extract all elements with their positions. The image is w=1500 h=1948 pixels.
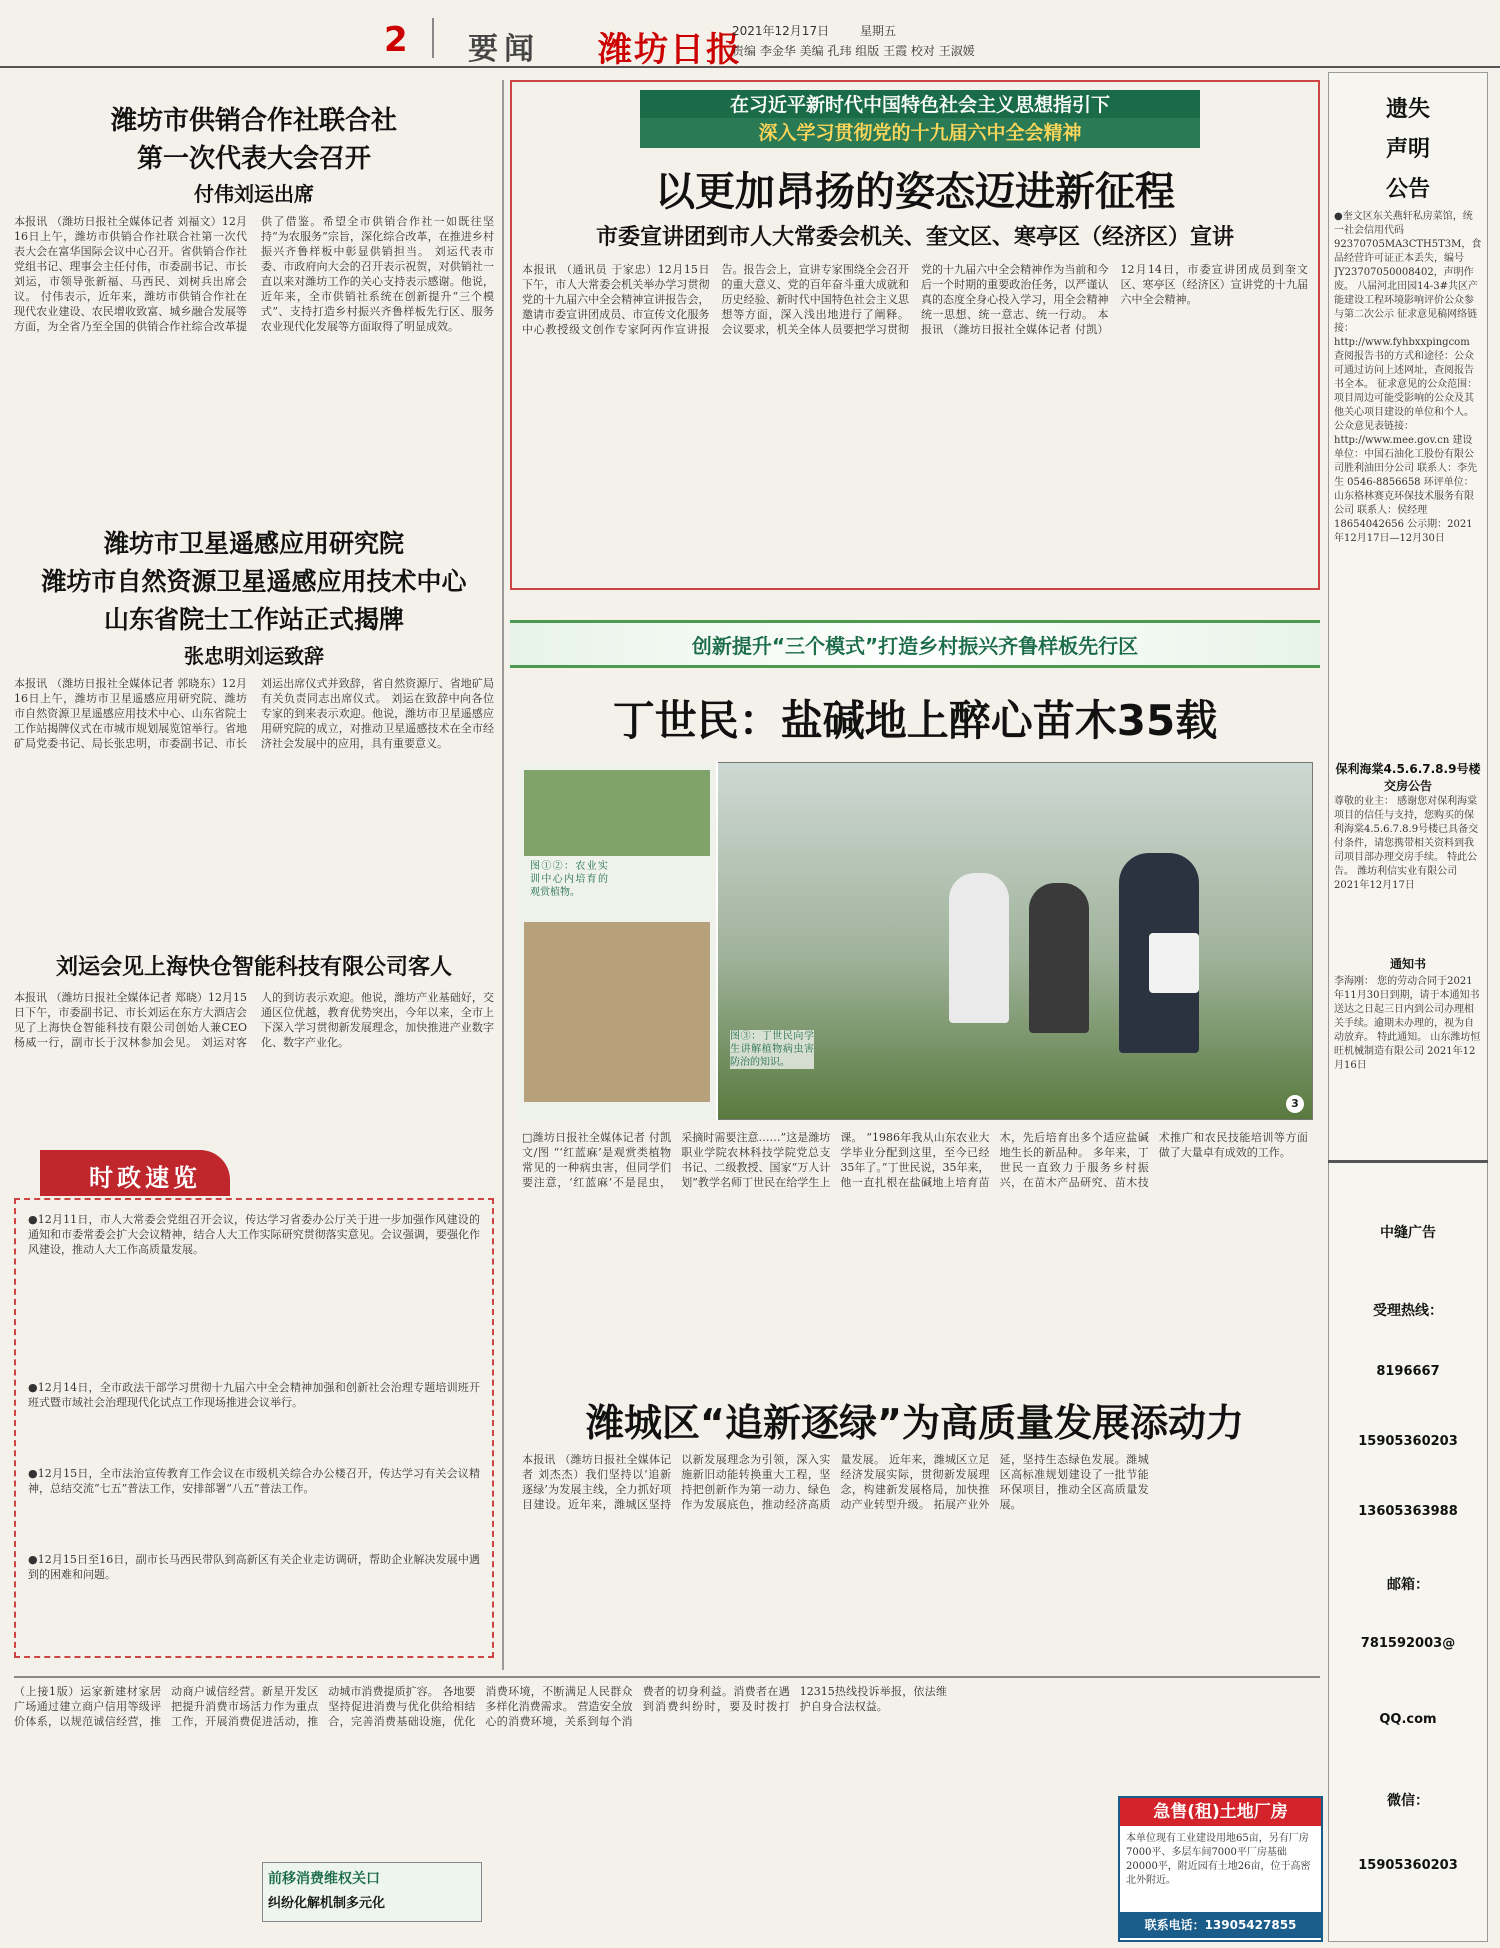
editors-line: 责编 李金华 美编 孔玮 组版 王霞 校对 王淑媛 — [732, 44, 975, 58]
ad-mail-label: 邮箱： — [1387, 1577, 1429, 1593]
rent-ad-body: 本单位现有工业建设用地65亩，另有厂房7000平、多层车间7000平厂房基础20000平，附近园有土地26亩，位于高密北外附近。 — [1126, 1833, 1311, 1886]
sidebar-title-1: 遗失 — [1385, 97, 1430, 122]
sidebar-notice2-body: 李海刚： 您的劳动合同于2021年11月30日到期，请于本通知书送达之日起三日内到公司办理相关手续。逾期未办理的，视为自动放弃。 特此通知。 山东潍坊恒旺机械制造有限公司 2021年12月16日 — [1334, 976, 1481, 1071]
banner-top: 在习近平新时代中国特色社会主义思想指引下 — [640, 90, 1200, 120]
page-number: 2 — [384, 20, 408, 60]
feature-photo-side — [518, 762, 718, 1120]
feature-title: 丁世民：盐碱地上醉心苗木35载 — [612, 696, 1218, 745]
ad-mail-domain: QQ.com — [1379, 1712, 1437, 1727]
rent-ad-title: 急售(租)土地厂房 — [1120, 1798, 1321, 1826]
column-rule — [502, 80, 504, 1670]
sidebar-title-2: 声明 — [1385, 137, 1430, 162]
plant-photo — [524, 770, 710, 856]
plant-photo — [524, 922, 710, 1102]
lead-title: 以更加昂扬的姿态迈进新征程 — [655, 169, 1175, 215]
bottom-story-body: （上接1版）运家新建材家居广场通过建立商户信用等级评价体系，以规范诚信经营，推动商户诚信经营。新星开发区把提升消费市场活力作为重点工作，开展消费促进活动，推动城市消费提质扩容。 各地要坚持促进消费与优化供给相结合，完善消费基础设施，优化消费环境，不断满足人民群众多样化消费需求。 营造安全放心的消费环境，关系到每个消费者的切身利益。消费者在遇到消费纠纷时，要及时拨打12315热线投诉举报，依法维护自身合法权益。 — [14, 1685, 947, 1728]
bottom-box-subtitle: 纠纷化解机制多元化 — [268, 1896, 386, 1911]
story2-title-line2: 潍坊市自然资源卫星遥感应用技术中心 — [41, 567, 467, 596]
brief-box — [14, 1198, 494, 1658]
brief-item: ●12月11日，市人大常委会党组召开会议，传达学习省委办公厅关于进一步加强作风建设的通知和市委常委会扩大会议精神，结合人大工作实际研究贯彻落实意见。会议强调，要强化作风建设，推动人大工作高质量发展。 — [28, 1213, 480, 1256]
student-figure — [1029, 883, 1089, 1033]
sidebar-housing-body: 尊敬的业主： 感谢您对保利海棠项目的信任与支持，您购买的保利海棠4.5.6.7.8.9号楼已具备交付条件，请您携带相关资料到我司项目部办理交房手续。 特此公告。 潍坊利信实业有限公司 2021年12月17日 — [1334, 796, 1479, 891]
ad-hotline-label: 受理热线： — [1373, 1303, 1443, 1319]
photo-caption-1: 图①②：农业实训中心内培育的观赏植物。 — [530, 861, 608, 898]
lead-body: 本报讯 （通讯员 于家忠）12月15日下午，市人大常委会机关举办学习贯彻党的十九届六中全会精神宣讲报告会，邀请市委宣讲团成员、市宣传文化服务中心教授级文创作专家阿丙作宣讲报告。报告会上，宣讲专家围绕全会召开的重大意义、党的百年奋斗重大成就和历史经验、新时代中国特色社会主义思想等方面，深入浅出地进行了阐释。 会议要求，机关全体人员要把学习贯彻党的十九届六中全会精神作为当前和今后一个时期的重要政治任务，以严谨认真的态度全身心投入学习，用全会精神统一思想、统一意志、统一行动。 本报讯 （潍坊日报社全媒体记者 付凯）12月14日，市委宣讲团成员到奎文区、寒亭区（经济区）宣讲党的十九届六中全会精神。 — [522, 263, 1308, 336]
section-name: 要闻 — [468, 32, 540, 67]
sidebar-title-3: 公告 — [1385, 177, 1430, 202]
sidebar-rule — [1328, 1160, 1488, 1163]
ad-heading: 中缝广告 — [1380, 1225, 1436, 1241]
story1-subtitle: 付伟刘运出席 — [194, 182, 314, 206]
ad-phone: 15905360203 — [1358, 1434, 1458, 1449]
ad-phone: 8196667 — [1376, 1364, 1440, 1379]
story3-body: 本报讯 （潍坊日报社全媒体记者 郑晓）12月15日下午，市委副书记、市长刘运在东方大酒店会见了上海快仓智能科技有限公司创始人兼CEO杨威一行，副市长于汉林参加会见。 刘运对客人的到访表示欢迎。他说，潍坊产业基础好，交通区位优越，教育优势突出，今年以来，全市上下深入学习贯彻新发展理念，加快推进产业数字化、数字产业化。 — [14, 991, 494, 1049]
story1-title-line2: 第一次代表大会召开 — [136, 144, 371, 174]
brief-item: ●12月15日至16日，副市长马西民带队到高新区有关企业走访调研，帮助企业解决发展中遇到的困难和问题。 — [28, 1553, 480, 1581]
brief-title: 时政速览 — [89, 1164, 201, 1192]
story2-title-line1: 潍坊市卫星遥感应用研究院 — [103, 529, 404, 558]
plant-pot — [1149, 933, 1199, 993]
feature-tag: 创新提升“三个模式”打造乡村振兴齐鲁样板先行区 — [691, 634, 1139, 658]
sidebar-notice2-title: 通知书 — [1389, 957, 1426, 971]
story-weicheng-body: 本报讯 （潍坊日报社全媒体记者 刘杰杰）我们坚持以‘追新逐绿’为发展主线，全力抓好项目建设。近年来，潍城区坚持以新发展理念为引领，深入实施新旧动能转换重大工程，坚持把创新作为第一动力、绿色作为发展底色，推动经济高质量发展。 近年来，潍城区立足经济发展实际，贯彻新发展理念，构建新发展格局，加快推动产业转型升级。 拓展产业外延，坚持生态绿色发展。潍城区高标准规划建设了一批节能环保项目，推动全区高质量发展。 — [522, 1453, 1149, 1511]
ad-wechat: 15905360203 — [1358, 1858, 1458, 1873]
story-weicheng-title: 潍城区“追新逐绿”为高质量发展添动力 — [586, 1401, 1244, 1445]
ad-mail: 781592003@ — [1360, 1636, 1456, 1651]
sidebar-housing-title: 保利海棠4.5.6.7.8.9号楼交房公告 — [1335, 762, 1481, 793]
feature-body: □潍坊日报社全媒体记者 付凯文/图 “‘红蓝麻’是观赏类植物常见的一种病虫害，但同学们要注意，‘红蓝麻’不是昆虫，采摘时需要注意……”这是潍坊职业学院农林科技学院党总支书记、二级教授、国家“万人计划”教学名师丁世民在给学生上课。 “1986年我从山东农业大学毕业分配到这里，至今已经35年了。”丁世民说，35年来，他一直扎根在盐碱地上培育苗木，先后培育出多个适应盐碱地生长的新品种。 多年来，丁世民一直致力于服务乡村振兴，在苗木产品研究、苗木技术推广和农民技能培训等方面做了大量卓有成效的工作。 — [522, 1131, 1308, 1189]
student-figure — [949, 873, 1009, 1023]
sidebar-notice-body: ●奎文区东关燕轩私房菜馆，统一社会信用代码92370705MA3CTH5T3M，食品经营许可证正本丢失，编号JY23707050008402，声明作废。 八届河北田园14-3#共区产能建设工程环境影响评价公众参与第二次公示 征求意见稿网络链接：http://www.fyhbxxpingcom 查阅报告书的方式和途径：公众可通过访问上述网址，查阅报告书全本。 征求意见的公众范围：项目周边可能受影响的公众及其他关心项目建设的单位和个人。 公众意见表链接：http://www.mee.gov.cn 建设单位：中国石油化工股份有限公司胜利油田分公司 联系人：李先生 0546-8856658 环评单位：山东格林赛克环保技术服务有限公司 联系人：侯经理 18654042656 公示期：2021年12月17日—12月30日 — [1334, 211, 1482, 544]
header-divider — [432, 18, 434, 58]
story3-title: 刘运会见上海快仓智能科技有限公司客人 — [55, 955, 452, 980]
photo-caption-2: 图③：丁世民向学生讲解植物病虫害防治的知识。 — [730, 1031, 814, 1068]
ad-phone: 13605363988 — [1358, 1504, 1458, 1519]
newspaper-logo: 潍坊日报 — [598, 30, 742, 70]
story2-title-line3: 山东省院士工作站正式揭牌 — [103, 605, 404, 634]
story1-body: 本报讯 （潍坊日报社全媒体记者 刘福文）12月16日上午，潍坊市供销合作社联合社第一次代表大会在富华国际会议中心召开。省供销合作社党组书记、理事会主任付伟，市委副书记、市长刘运，市领导张新福、马西民、刘树兵出席会议。 付伟表示，近年来，潍坊市供销合作社在现代农业建设、农民增收致富、城乡融合发展等方面，为全省乃至全国的供销合作社综合改革提供了借鉴。希望全市供销合作社一如既往坚持“为农服务”宗旨，深化综合改革，在推进乡村振兴齐鲁样板中彰显供销担当。 刘运代表市委、市政府向大会的召开表示祝贺，对供销社一直以来对潍坊工作的关心支持表示感谢。他说，近年来，全市供销社系统在创新提升“三个模式”、支持打造乡村振兴齐鲁样板先行区、服务农业现代化发展等方面取得了明显成效。 — [14, 215, 494, 333]
rent-ad-phone: 联系电话：13905427855 — [1120, 1912, 1321, 1938]
issue-date: 2021年12月17日 — [732, 24, 830, 38]
brief-item: ●12月15日，全市法治宣传教育工作会议在市级机关综合办公楼召开，传达学习有关会议精神，总结交流“七五”普法工作，安排部署“八五”普法工作。 — [28, 1467, 480, 1495]
bottom-rule — [14, 1676, 1320, 1678]
issue-weekday: 星期五 — [860, 24, 897, 38]
brief-item: ●12月14日，全市政法干部学习贯彻十九届六中全会精神加强和创新社会治理专题培训班开班式暨市域社会治理现代化试点工作现场推进会议举行。 — [28, 1381, 480, 1409]
ad-wechat-label: 微信： — [1387, 1793, 1429, 1809]
story1-title-line1: 潍坊市供销合作社联合社 — [110, 106, 397, 136]
banner-bottom: 深入学习贯彻党的十九届六中全会精神 — [640, 118, 1200, 148]
story2-subtitle: 张忠明刘运致辞 — [184, 644, 324, 668]
story2-body: 本报讯 （潍坊日报社全媒体记者 郭晓东）12月16日上午，潍坊市卫星遥感应用研究院、潍坊市自然资源卫星遥感应用技术中心、山东省院士工作站揭牌仪式在市城市规划展览馆举行。省地矿局党委书记、局长张忠明，市委副书记、市长刘运出席仪式并致辞，省自然资源厅、省地矿局有关负责同志出席仪式。 刘运在致辞中向各位专家的到来表示欢迎。他说，潍坊市卫星遥感应用研究院的成立，对推动卫星遥感技术在全市经济社会发展中的应用，具有重要意义。 — [14, 677, 494, 750]
bottom-box-title: 前移消费维权关口 — [268, 1871, 380, 1887]
feature-photo-main: 3 — [518, 762, 1313, 1120]
lead-subtitle: 市委宣讲团到市人大常委会机关、奎文区、寒亭区（经济区）宣讲 — [595, 225, 1234, 250]
